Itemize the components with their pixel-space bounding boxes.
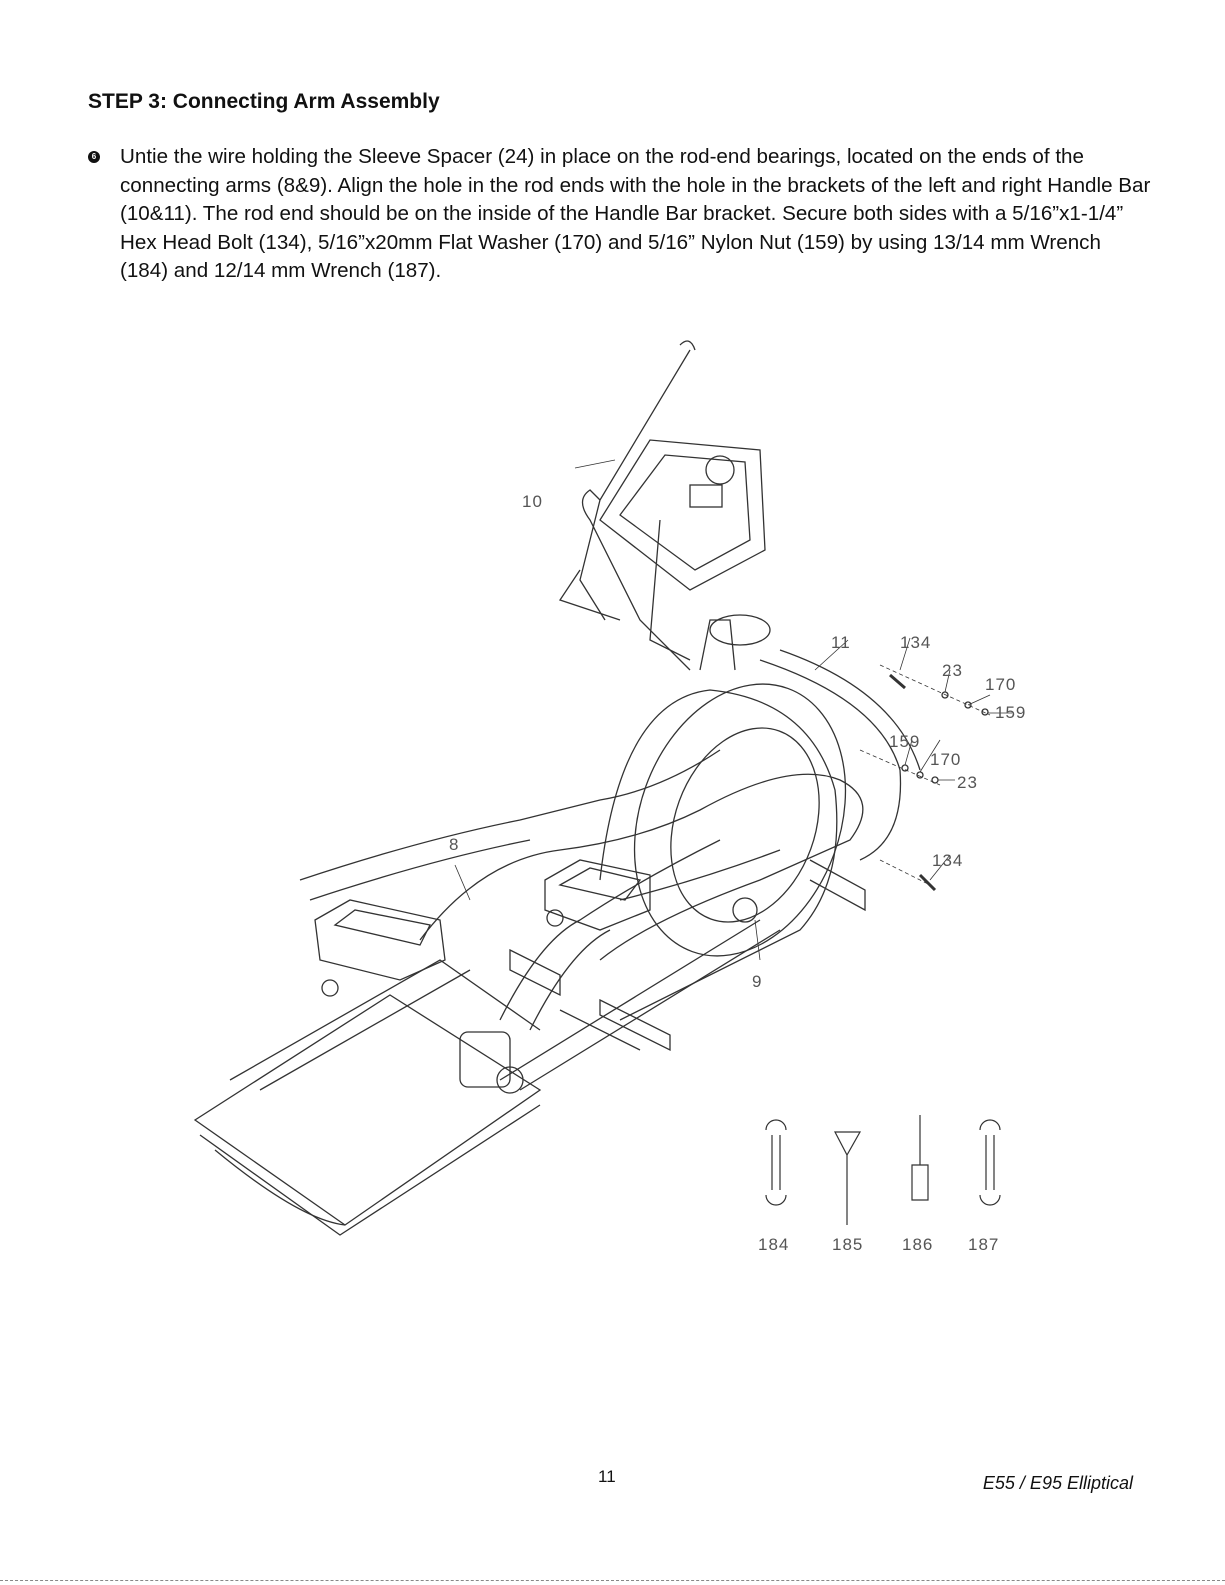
hex-key-185-icon	[835, 1132, 860, 1225]
step-heading: STEP 3: Connecting Arm Assembly	[88, 90, 440, 113]
callout-23-mid: 23	[957, 773, 978, 792]
page-number: 11	[598, 1467, 616, 1486]
tool-label-186: 186	[902, 1235, 934, 1254]
callout-10: 10	[522, 492, 543, 511]
instruction-text: Untie the wire holding the Sleeve Spacer (24) in place on the rod-end bearings, located on the ends of the connecting arms (8&9). Align the hole in the rod ends with the hole in the brackets of the left and right Handle Bar (10&11). The rod end should be on the inside of the Handle Bar bracket. Secure both sides with a 5/16”x1-1/4” Hex Head Bolt (134), 5/16”x20mm Flat Washer (170) and 5/16” Nylon Nut (159) by using 13/14 mm Wrench (184) and 12/14 mm Wrench (187).	[120, 145, 1151, 283]
callout-134-top: 134	[900, 633, 932, 652]
wrench-184-icon	[766, 1120, 786, 1205]
callout-159-mid: 159	[889, 732, 921, 751]
callout-11: 11	[831, 633, 851, 652]
tool-label-187: 187	[968, 1235, 1000, 1254]
callout-9: 9	[752, 972, 763, 991]
callout-8: 8	[449, 835, 460, 854]
callout-23-top: 23	[942, 661, 963, 680]
tool-label-185: 185	[832, 1235, 864, 1254]
callout-134-bottom: 134	[932, 851, 964, 870]
tool-label-184: 184	[758, 1235, 790, 1254]
screwdriver-186-icon	[912, 1115, 928, 1200]
wrench-187-icon	[980, 1120, 1000, 1205]
product-name: E55 / E95 Elliptical	[982, 1473, 1133, 1493]
callout-159-top: 159	[995, 703, 1027, 722]
assembly-diagram	[0, 320, 1225, 1280]
page-bottom-rule	[0, 1580, 1225, 1581]
callout-170-mid: 170	[930, 750, 962, 769]
callout-170-top: 170	[985, 675, 1017, 694]
step-instruction	[88, 143, 1153, 286]
step-bullet: 6	[88, 151, 100, 163]
